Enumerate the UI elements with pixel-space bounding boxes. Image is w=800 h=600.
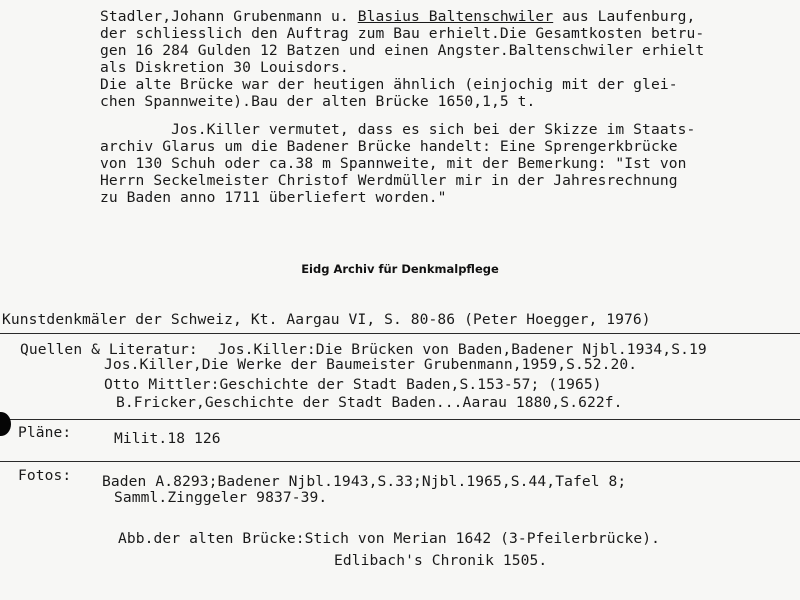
illustration-line-2: Edlibach's Chronik 1505.: [334, 552, 548, 569]
body-line-5: Die alte Brücke war der heutigen ähnlich (einjochig mit der glei-: [100, 76, 678, 93]
divider-1: [0, 333, 800, 334]
body-line-4: als Diskretion 30 Louisdors.: [100, 59, 349, 76]
body-line-10: von 130 Schuh oder ca.38 m Spannweite, mit der Bemerkung: "Ist von: [100, 155, 687, 172]
body-line-3: gen 16 284 Gulden 12 Batzen und einen Angster.Baltenschwiler erhielt: [100, 42, 705, 59]
photos-line-2: Samml.Zinggeler 9837-39.: [114, 489, 328, 506]
source-line-3: Otto Mittler:Geschichte der Stadt Baden,S.153-57; (1965): [104, 376, 602, 393]
body-line-8: Jos.Killer vermutet, dass es sich bei der Skizze im Staats-: [100, 121, 696, 138]
source-line-1: Jos.Killer:Die Brücken von Baden,Badener Njbl.1934,S.19: [218, 341, 707, 358]
body-line-1: [100, 8, 695, 25]
illustration-line-1: Abb.der alten Brücke:Stich von Merian 1642 (3-Pfeilerbrücke).: [118, 530, 661, 547]
body-line-12: zu Baden anno 1711 überliefert worden.": [100, 189, 447, 206]
body-line-1-text: Stadler,Johann Grubenmann u.: [100, 8, 358, 25]
body-line-2: der schliesslich den Auftrag zum Bau erhielt.Die Gesamtkosten betru-: [100, 25, 705, 42]
plans-label: Pläne:: [18, 424, 72, 441]
divider-2: [0, 419, 800, 420]
sources-label: Quellen & Literatur:: [20, 341, 198, 358]
plans-value: Milit.18 126: [114, 430, 221, 447]
photos-label: Fotos:: [18, 467, 72, 484]
photos-line-1: Baden A.8293;Badener Njbl.1943,S.33;Njbl.1965,S.44,Tafel 8;: [102, 473, 627, 490]
punch-hole: [0, 412, 11, 436]
source-line-4: B.Fricker,Geschichte der Stadt Baden...Aarau 1880,S.622f.: [116, 394, 623, 411]
body-line-6: chen Spannweite).Bau der alten Brücke 1650,1,5 t.: [100, 93, 536, 110]
source-line-2: Jos.Killer,Die Werke der Baumeister Grubenmann,1959,S.52.20.: [104, 356, 638, 373]
underlined-name: Blasius Baltenschwiler: [357, 8, 554, 25]
body-line-11: Herrn Seckelmeister Christof Werdmüller mir in der Jahresrechnung: [100, 172, 678, 189]
archive-stamp: Eidg Archiv für Denkmalpflege: [301, 262, 499, 276]
body-line-9: archiv Glarus um die Badener Brücke handelt: Eine Sprengerkbrücke: [100, 138, 678, 155]
reference-line: Kunstdenkmäler der Schweiz, Kt. Aargau VI, S. 80-86 (Peter Hoegger, 1976): [2, 311, 651, 328]
divider-3: [0, 461, 800, 462]
body-line-1-tail: aus Laufenburg,: [553, 8, 696, 25]
